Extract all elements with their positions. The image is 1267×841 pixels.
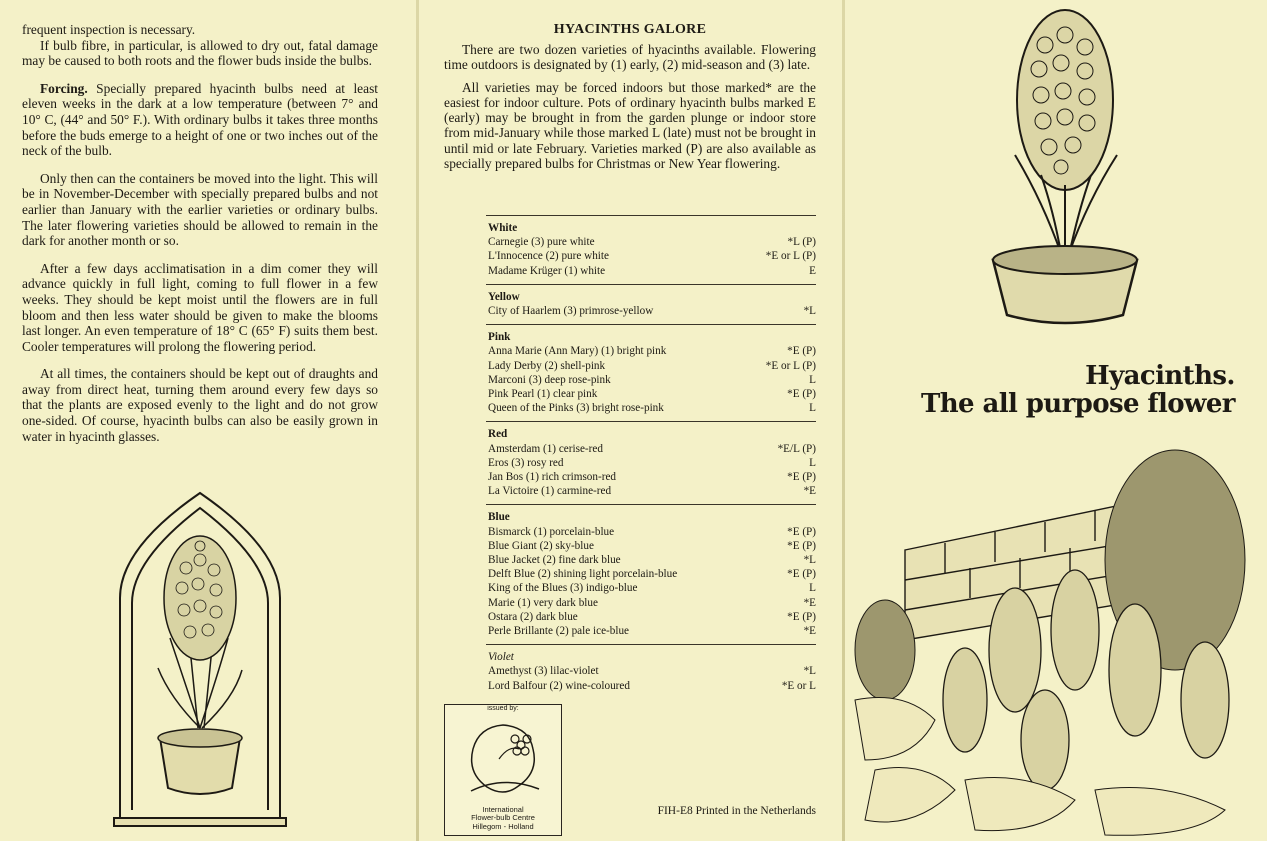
forcing-text: Specially prepared hyacinth bulbs need at least eleven weeks in the dark at a low temperature (between 7° and 10° C, (44° and 50° F.). With ordinary bulbs it takes three months before the buds emerge to a height of one or two inches out of the neck of the bulb. — [22, 80, 378, 159]
variety-code: *E (P) — [787, 471, 816, 484]
variety-name: King of the Blues (3) indigo-blue — [488, 582, 638, 595]
variety-code: *E — [803, 596, 816, 609]
variety-name: Lady Derby (2) shell-pink — [488, 359, 606, 372]
variety-code: L — [809, 456, 816, 469]
variety-name: Delft Blue (2) shining light porcelain-blue — [488, 568, 678, 581]
variety-code: *L — [803, 554, 816, 567]
right-page — [845, 0, 1267, 841]
group-heading: Red — [488, 428, 508, 441]
variety-row — [486, 304, 816, 318]
hyacinth-in-arch-illustration — [110, 488, 290, 828]
variety-group — [486, 325, 816, 422]
issuer-logo-box — [444, 704, 562, 836]
variety-row — [486, 484, 816, 498]
variety-code: *E (P) — [787, 525, 816, 538]
bulb-fibre-paragraph: If bulb fibre, in particular, is allowed to dry out, fatal damage may be caused to both roots and the flower buds inside the bulbs. — [22, 37, 378, 69]
variety-code: *L — [803, 305, 816, 318]
variety-group — [486, 645, 816, 699]
draughts-paragraph: At all times, the containers should be kept out of draughts and away from direct heat, turning them around every few days so that the plants are exposed evenly to the light and do not grow one-sided. Of course, hyacinth bulbs can also be easily grown in water in hyacinth glasses. — [22, 366, 378, 444]
variety-code: *E (P) — [787, 539, 816, 552]
variety-code: *E (P) — [787, 568, 816, 581]
issuer-line-2: Flower-bulb Centre — [471, 813, 535, 822]
variety-code: *E or L (P) — [765, 359, 816, 372]
variety-row — [486, 553, 816, 567]
continuation-line: frequent inspection is necessary. — [22, 22, 196, 37]
variety-row — [486, 442, 816, 456]
variety-group — [486, 285, 816, 325]
issuer-line-3: Hillegom - Holland — [472, 821, 534, 831]
variety-row — [486, 456, 816, 470]
intro-paragraph-1: There are two dozen varieties of hyacinths available. Flowering time outdoors is designated by (1) early, (2) mid-season and (3) late. — [444, 42, 816, 73]
potted-hyacinth-illustration — [985, 5, 1145, 335]
variety-name: Lord Balfour (2) wine-coloured — [488, 679, 630, 692]
variety-row — [486, 539, 816, 553]
variety-code: *E (P) — [787, 345, 816, 358]
variety-name: Marie (1) very dark blue — [488, 596, 598, 609]
group-heading: Blue — [488, 511, 510, 524]
variety-code: *E or L (P) — [765, 250, 816, 263]
variety-row — [486, 664, 816, 678]
variety-name: Ostara (2) dark blue — [488, 610, 578, 623]
brand-title-line-2: The all purpose flower — [921, 389, 1235, 419]
brand-title-line-1: Hyacinths. — [1085, 361, 1235, 391]
variety-name: Bismarck (1) porcelain-blue — [488, 525, 615, 538]
variety-code: *E/L (P) — [777, 442, 816, 455]
variety-code: L — [809, 373, 816, 386]
variety-row — [486, 525, 816, 539]
intro-paragraph-2: All varieties may be forced indoors but those marked* are the easiest for indoor culture. Pots of ordinary hyacinth bulbs marked E (early) may be brought in from the garden plunge or indoor store from mid-January while those marked L (late) must not be brought in until mid or late February. Varieties marked (P) are also available as specially prepared bulbs for Christmas or New Year flowering. — [444, 79, 816, 172]
variety-code: *E — [803, 625, 816, 638]
variety-name: Amsterdam (1) cerise-red — [488, 442, 603, 455]
variety-name: Madame Krüger (1) white — [488, 264, 606, 277]
issuer-name — [445, 806, 561, 832]
group-heading: Pink — [488, 331, 511, 344]
variety-code: *E or L — [781, 679, 816, 692]
variety-row — [486, 373, 816, 387]
variety-row — [486, 401, 816, 415]
section-title: HYACINTHS GALORE — [553, 22, 707, 37]
variety-name: Blue Jacket (2) fine dark blue — [488, 554, 621, 567]
group-heading: White — [488, 222, 518, 234]
variety-group — [486, 505, 816, 645]
variety-name: Anna Marie (Ann Mary) (1) bright pink — [488, 345, 667, 358]
group-heading: Violet — [488, 651, 514, 664]
variety-row — [486, 581, 816, 595]
variety-name: Blue Giant (2) sky-blue — [488, 539, 594, 552]
variety-table — [486, 215, 816, 699]
variety-name: L'Innocence (2) pure white — [488, 250, 609, 263]
variety-code: E — [809, 264, 816, 277]
variety-code: *E — [803, 485, 816, 498]
variety-group — [486, 215, 816, 285]
variety-row — [486, 596, 816, 610]
variety-name: La Victoire (1) carmine-red — [488, 485, 612, 498]
variety-code: L — [809, 582, 816, 595]
variety-row — [486, 359, 816, 373]
variety-code: L — [809, 402, 816, 415]
variety-code: *L — [803, 665, 816, 678]
variety-name: Queen of the Pinks (3) bright rose-pink — [488, 402, 664, 415]
variety-row — [486, 344, 816, 358]
variety-name: Eros (3) rosy red — [488, 456, 564, 469]
variety-name: Marconi (3) deep rose-pink — [488, 373, 611, 386]
variety-code: *L (P) — [787, 236, 816, 249]
intro-text — [444, 42, 816, 178]
left-text-column — [22, 22, 378, 456]
variety-row — [486, 249, 816, 263]
brand-title — [921, 362, 1235, 418]
variety-row — [486, 567, 816, 581]
variety-name: Pink Pearl (1) clear pink — [488, 388, 598, 401]
fold-line — [416, 0, 419, 841]
variety-row — [486, 679, 816, 693]
variety-row — [486, 387, 816, 401]
print-footer: FIH-E8 Printed in the Netherlands — [657, 805, 816, 817]
variety-code: *E (P) — [787, 610, 816, 623]
variety-row — [486, 235, 816, 249]
middle-page — [420, 0, 840, 841]
variety-row — [486, 624, 816, 638]
variety-name: Perle Brillante (2) pale ice-blue — [488, 625, 630, 638]
variety-code: *E (P) — [787, 388, 816, 401]
flower-logo-icon — [459, 719, 547, 801]
acclimatisation-paragraph: After a few days acclimatisation in a dim comer they will advance quickly in full light, coming to full flower in a few weeks. They should be kept moist until the flowers are in full bloom and then less water should be given to make the blooms last longer. An even temperature of 18° C (65° F) suits them best. Cooler temperatures will prolong the flowering period. — [22, 260, 378, 354]
issuer-line-1: International — [482, 804, 524, 814]
variety-group — [486, 422, 816, 505]
group-heading: Yellow — [488, 290, 520, 303]
left-page — [0, 0, 418, 841]
variety-name: City of Haarlem (3) primrose-yellow — [488, 305, 654, 318]
forcing-paragraph — [22, 81, 378, 159]
light-paragraph: Only then can the containers be moved into the light. This will be in November-December with specially prepared bulbs and not earlier than January with the earlier varieties or ordinary bulbs. The later flowering varieties should be allowed to remain in the dark for another month or so. — [22, 170, 378, 249]
forcing-heading: Forcing. — [40, 80, 88, 96]
garden-wall-illustration — [845, 440, 1267, 840]
variety-name: Jan Bos (1) rich crimson-red — [488, 471, 617, 484]
variety-row — [486, 610, 816, 624]
issued-by-label: issued by: — [487, 705, 519, 712]
variety-name: Carnegie (3) pure white — [488, 236, 595, 249]
variety-row — [486, 264, 816, 278]
variety-name: Amethyst (3) lilac-violet — [488, 665, 599, 678]
variety-row — [486, 470, 816, 484]
